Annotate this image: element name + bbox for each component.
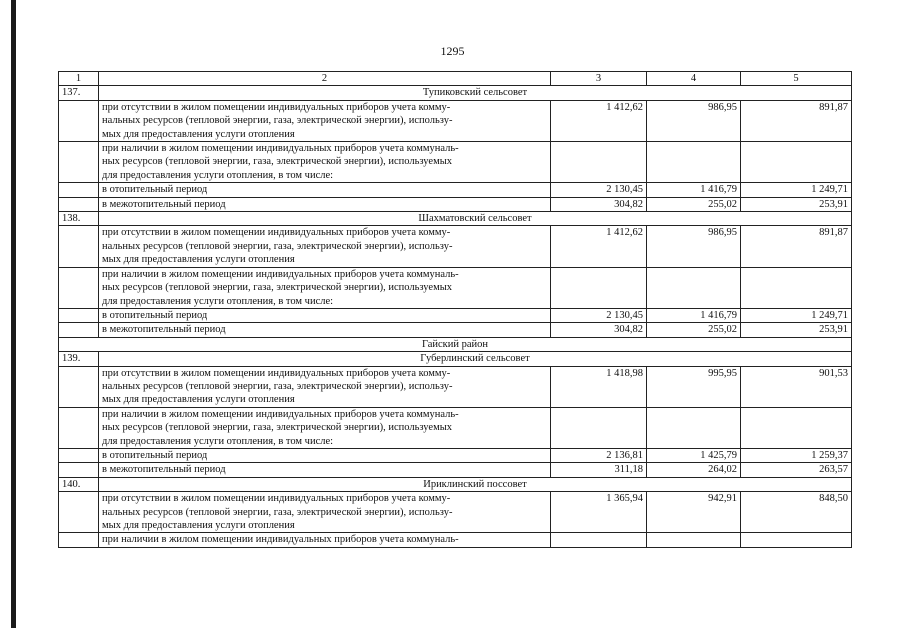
scan-edge-bar <box>11 0 16 628</box>
description-line: при отсутствии в жилом помещении индивидуальных приборов учета комму- <box>102 367 451 379</box>
row-description <box>99 492 551 533</box>
value-col-3: 1 412,62 <box>551 100 647 141</box>
description-line: для предоставления услуги отопления, в том числе: <box>102 169 334 181</box>
row-number-cell <box>59 308 99 322</box>
row-description <box>99 197 551 211</box>
description-line: при отсутствии в жилом помещении индивидуальных приборов учета комму- <box>102 101 451 113</box>
row-number-cell <box>59 448 99 462</box>
row-description <box>99 463 551 477</box>
value-col-5 <box>741 142 852 183</box>
tariff-table <box>58 71 852 548</box>
description-line: мых для предоставления услуги отопления <box>102 520 295 531</box>
value-col-5: 1 249,71 <box>741 308 852 322</box>
row-number-cell <box>59 463 99 477</box>
description-line: нальных ресурсов (тепловой энергии, газа, электрической энергии), использу- <box>102 506 453 518</box>
value-col-3: 1 365,94 <box>551 492 647 533</box>
description-line: при наличии в жилом помещении индивидуальных приборов учета коммуналь- <box>102 143 459 155</box>
description-line: нальных ресурсов (тепловой энергии, газа, электрической энергии), использу- <box>102 240 453 252</box>
value-col-4: 1 416,79 <box>647 183 741 197</box>
value-col-5: 891,87 <box>741 226 852 267</box>
table-row <box>59 533 852 547</box>
row-number-cell <box>59 100 99 141</box>
value-col-3: 304,82 <box>551 323 647 337</box>
section-row <box>59 212 852 226</box>
value-col-4 <box>647 533 741 547</box>
table-row <box>59 183 852 197</box>
row-description <box>99 366 551 407</box>
value-col-3 <box>551 407 647 448</box>
description-line: в отопительный период <box>102 309 208 321</box>
value-col-3: 2 130,45 <box>551 183 647 197</box>
value-col-5: 901,53 <box>741 366 852 407</box>
header-col-3: 3 <box>551 72 647 86</box>
section-number: 139. <box>59 352 99 366</box>
section-number: 140. <box>59 477 99 491</box>
description-line: для предоставления услуги отопления, в том числе: <box>102 295 334 307</box>
district-row <box>59 337 852 351</box>
value-col-3: 311,18 <box>551 463 647 477</box>
row-number-cell <box>59 323 99 337</box>
section-number: 138. <box>59 212 99 226</box>
value-col-4: 264,02 <box>647 463 741 477</box>
header-col-1: 1 <box>59 72 99 86</box>
header-col-2: 2 <box>99 72 551 86</box>
value-col-3: 2 130,45 <box>551 308 647 322</box>
section-title: Шахматовский сельсовет <box>99 212 852 226</box>
value-col-4: 1 425,79 <box>647 448 741 462</box>
value-col-3: 1 418,98 <box>551 366 647 407</box>
description-line: мых для предоставления услуги отопления <box>102 394 295 406</box>
row-description <box>99 142 551 183</box>
value-col-5 <box>741 267 852 308</box>
value-col-4: 255,02 <box>647 197 741 211</box>
description-line: в межотопительный период <box>102 324 226 336</box>
value-col-3: 2 136,81 <box>551 448 647 462</box>
description-line: при наличии в жилом помещении индивидуальных приборов учета коммуналь- <box>102 268 459 280</box>
value-col-5: 263,57 <box>741 463 852 477</box>
page-number: 1295 <box>440 44 465 58</box>
description-line: в отопительный период <box>102 449 208 461</box>
value-col-3: 304,82 <box>551 197 647 211</box>
header-col-5: 5 <box>741 72 852 86</box>
section-row <box>59 352 852 366</box>
row-number-cell <box>59 267 99 308</box>
value-col-5: 253,91 <box>741 323 852 337</box>
section-row <box>59 477 852 491</box>
value-col-4: 255,02 <box>647 323 741 337</box>
value-col-4: 942,91 <box>647 492 741 533</box>
table-row <box>59 492 852 533</box>
value-col-4 <box>647 407 741 448</box>
row-description <box>99 267 551 308</box>
section-title: Ириклинский поссовет <box>99 477 852 491</box>
value-col-4: 986,95 <box>647 226 741 267</box>
table-row <box>59 100 852 141</box>
value-col-3: 1 412,62 <box>551 226 647 267</box>
section-row <box>59 86 852 100</box>
description-line: нальных ресурсов (тепловой энергии, газа, электрической энергии), использу- <box>102 115 453 127</box>
description-line: ных ресурсов (тепловой энергии, газа, электрической энергии), используемых <box>102 156 453 168</box>
description-line: мых для предоставления услуги отопления <box>102 254 295 266</box>
section-number: 137. <box>59 86 99 100</box>
header-col-4: 4 <box>647 72 741 86</box>
value-col-3 <box>551 533 647 547</box>
row-description <box>99 323 551 337</box>
row-number-cell <box>59 197 99 211</box>
value-col-5: 1 249,71 <box>741 183 852 197</box>
description-line: при отсутствии в жилом помещении индивидуальных приборов учета комму- <box>102 227 451 239</box>
value-col-5: 253,91 <box>741 197 852 211</box>
section-title: Тупиковский сельсовет <box>99 86 852 100</box>
value-col-5 <box>741 407 852 448</box>
description-line: при наличии в жилом помещении индивидуальных приборов учета коммуналь- <box>102 408 459 420</box>
value-col-4: 1 416,79 <box>647 308 741 322</box>
header-row <box>59 72 852 86</box>
value-col-3 <box>551 142 647 183</box>
description-line: ных ресурсов (тепловой энергии, газа, электрической энергии), используемых <box>102 282 453 294</box>
row-description <box>99 183 551 197</box>
district-title: Гайский район <box>59 337 852 351</box>
table-row <box>59 463 852 477</box>
row-number-cell <box>59 183 99 197</box>
table-row <box>59 267 852 308</box>
table-row <box>59 323 852 337</box>
section-title: Губерлинский сельсовет <box>99 352 852 366</box>
tariff-table-body <box>59 72 852 548</box>
value-col-4: 995,95 <box>647 366 741 407</box>
value-col-3 <box>551 267 647 308</box>
value-col-4 <box>647 142 741 183</box>
description-line: нальных ресурсов (тепловой энергии, газа, электрической энергии), использу- <box>102 380 453 392</box>
row-description <box>99 226 551 267</box>
row-number-cell <box>59 226 99 267</box>
row-description <box>99 533 551 547</box>
value-col-4 <box>647 267 741 308</box>
value-col-5: 891,87 <box>741 100 852 141</box>
table-row <box>59 407 852 448</box>
table-row <box>59 197 852 211</box>
row-description <box>99 308 551 322</box>
value-col-4: 986,95 <box>647 100 741 141</box>
row-number-cell <box>59 407 99 448</box>
value-col-5: 1 259,37 <box>741 448 852 462</box>
row-number-cell <box>59 533 99 547</box>
description-line: в межотопительный период <box>102 464 226 476</box>
description-line: при наличии в жилом помещении индивидуальных приборов учета коммуналь- <box>102 534 459 546</box>
row-number-cell <box>59 366 99 407</box>
row-description <box>99 407 551 448</box>
value-col-5: 848,50 <box>741 492 852 533</box>
table-row <box>59 448 852 462</box>
table-row <box>59 308 852 322</box>
table-row <box>59 142 852 183</box>
description-line: для предоставления услуги отопления, в том числе: <box>102 435 334 447</box>
description-line: мых для предоставления услуги отопления <box>102 128 295 140</box>
value-col-5 <box>741 533 852 547</box>
row-number-cell <box>59 142 99 183</box>
description-line: при отсутствии в жилом помещении индивидуальных приборов учета комму- <box>102 493 451 505</box>
description-line: в отопительный период <box>102 184 208 196</box>
row-description <box>99 100 551 141</box>
description-line: ных ресурсов (тепловой энергии, газа, электрической энергии), используемых <box>102 422 453 434</box>
row-description <box>99 448 551 462</box>
table-row <box>59 366 852 407</box>
description-line: в межотопительный период <box>102 198 226 210</box>
table-row <box>59 226 852 267</box>
row-number-cell <box>59 492 99 533</box>
